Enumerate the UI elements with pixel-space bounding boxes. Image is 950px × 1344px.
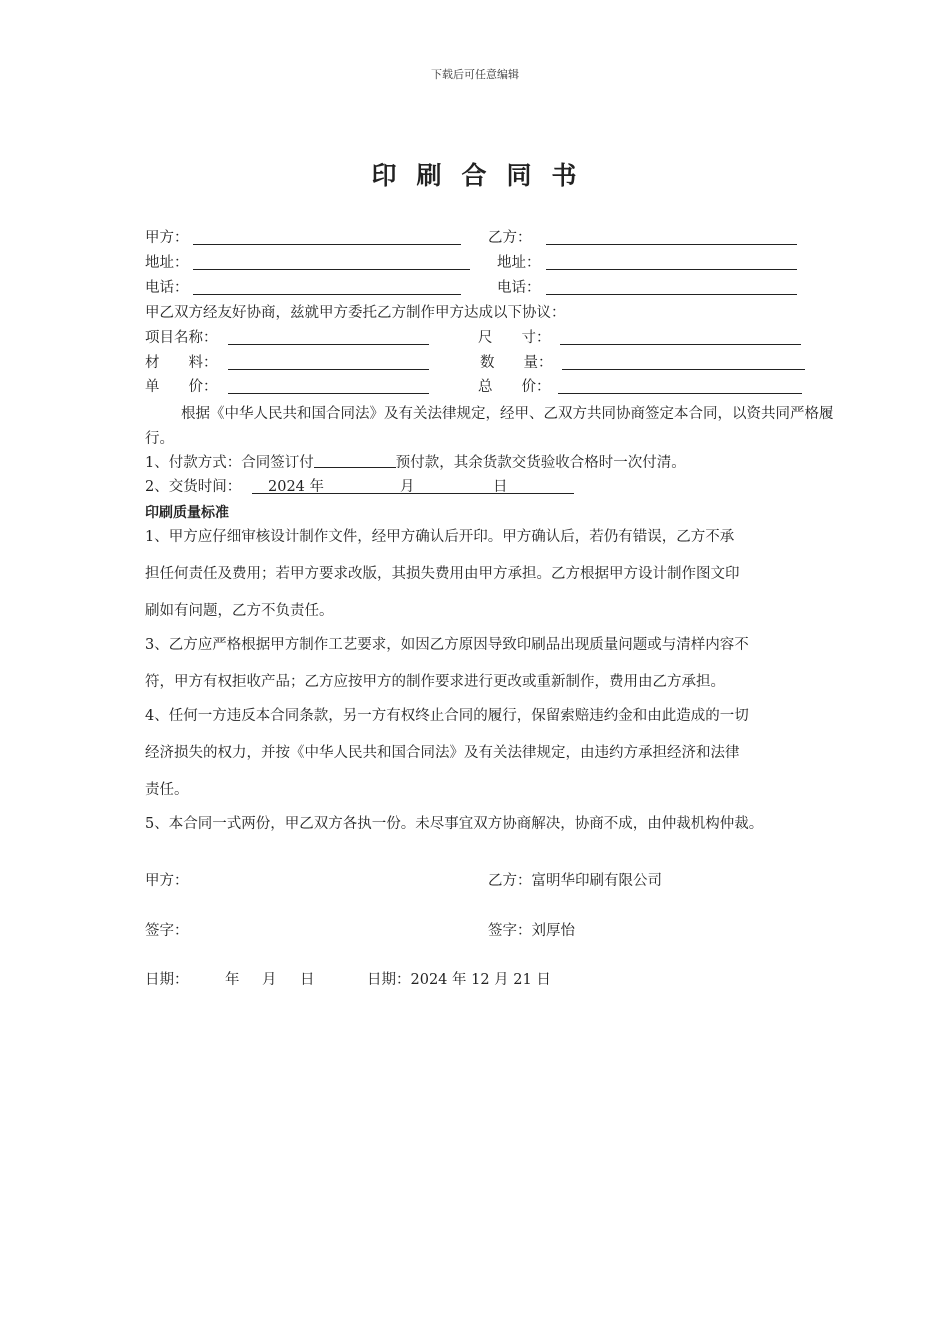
total-price-label: 总 价： — [478, 379, 551, 395]
phone-a-blank[interactable] — [193, 294, 461, 295]
size-label: 尺 寸： — [478, 330, 551, 346]
signature-party-a: 甲方： — [145, 873, 189, 889]
material-blank[interactable] — [228, 369, 429, 370]
date-a-day: 日 — [300, 972, 315, 988]
quality-item-1-line-3: 刷如有问题，乙方不负责任。 — [145, 603, 334, 619]
party-b-blank[interactable] — [546, 244, 797, 245]
quality-item-3-line-1: 3、乙方应严格根据甲方制作工艺要求，如因乙方原因导致印刷品出现质量问题或与清样内容不 — [145, 637, 749, 653]
address-a-blank[interactable] — [193, 269, 470, 270]
quality-item-4-line-2: 经济损失的权力，并按《中华人民共和国合同法》及有关法律规定，由违约方承担经济和法律 — [145, 745, 740, 761]
quality-item-1-line-1: 1、甲方应仔细审核设计制作文件，经甲方确认后开印。甲方确认后，若仍有错误，乙方不承 — [145, 529, 735, 545]
sign-a: 签字： — [145, 923, 189, 939]
delivery-day: 日 — [493, 479, 508, 495]
delivery-prefix: 2、交货时间： — [145, 479, 242, 495]
payment-suffix: 预付款，其余货款交货验收合格时一次付清。 — [395, 455, 686, 471]
phone-b-blank[interactable] — [546, 294, 797, 295]
quantity-label: 数 量： — [480, 355, 553, 371]
quality-item-1-line-2: 担任何责任及费用；若甲方要求改版，其损失费用由甲方承担。乙方根据甲方设计制作图文印 — [145, 566, 740, 582]
quality-item-5: 5、本合同一式两份，甲乙双方各执一份。未尽事宜双方协商解决，协商不成，由仲裁机构仲裁。 — [145, 816, 764, 832]
date-a-year: 年 — [225, 972, 240, 988]
delivery-year: 2024 年 — [268, 479, 325, 495]
quality-heading: 印刷质量标准 — [145, 505, 229, 521]
document-header: 下载后可任意编辑 — [431, 68, 519, 81]
project-name-blank[interactable] — [228, 344, 429, 345]
sign-b: 签字：刘厚怡 — [488, 923, 575, 939]
date-a-month: 月 — [262, 972, 277, 988]
party-a-blank[interactable] — [193, 244, 461, 245]
quality-item-4-line-1: 4、任何一方违反本合同条款，另一方有权终止合同的履行，保留索赔违约金和由此造成的一切 — [145, 708, 749, 724]
quantity-blank[interactable] — [562, 369, 805, 370]
phone-b-label: 电话： — [497, 280, 541, 296]
quality-item-3-line-2: 符，甲方有权拒收产品；乙方应按甲方的制作要求进行更改或重新制作，费用由乙方承担。 — [145, 674, 725, 690]
delivery-month: 月 — [400, 479, 415, 495]
address-b-blank[interactable] — [546, 269, 797, 270]
total-price-blank[interactable] — [558, 393, 802, 394]
address-a-label: 地址： — [145, 255, 189, 271]
phone-a-label: 电话： — [145, 280, 189, 296]
material-label: 材 料： — [145, 355, 218, 371]
size-blank[interactable] — [560, 344, 801, 345]
payment-blank[interactable] — [314, 452, 396, 468]
payment-clause — [145, 452, 686, 473]
page-title: 印刷合同书 — [371, 161, 597, 190]
address-b-label: 地址： — [497, 255, 541, 271]
party-a-label: 甲方： — [145, 230, 189, 246]
date-a-label: 日期： — [145, 972, 189, 988]
basis-paragraph: 根据《中华人民共和国合同法》及有关法律规定，经甲、乙双方共同协商签定本合同，以资共同严格履行。 — [145, 406, 834, 447]
signature-party-b: 乙方：富明华印刷有限公司 — [488, 873, 662, 889]
date-b: 日期：2024 年 12 月 21 日 — [367, 972, 551, 988]
unit-price-blank[interactable] — [228, 393, 429, 394]
quality-item-4-line-3: 责任。 — [145, 782, 189, 798]
payment-prefix: 1、付款方式：合同签订付 — [145, 455, 314, 471]
intro-text: 甲乙双方经友好协商，兹就甲方委托乙方制作甲方达成以下协议： — [145, 305, 566, 321]
unit-price-label: 单 价： — [145, 379, 218, 395]
project-name-label: 项目名称： — [145, 330, 218, 346]
party-b-label: 乙方： — [488, 230, 532, 246]
